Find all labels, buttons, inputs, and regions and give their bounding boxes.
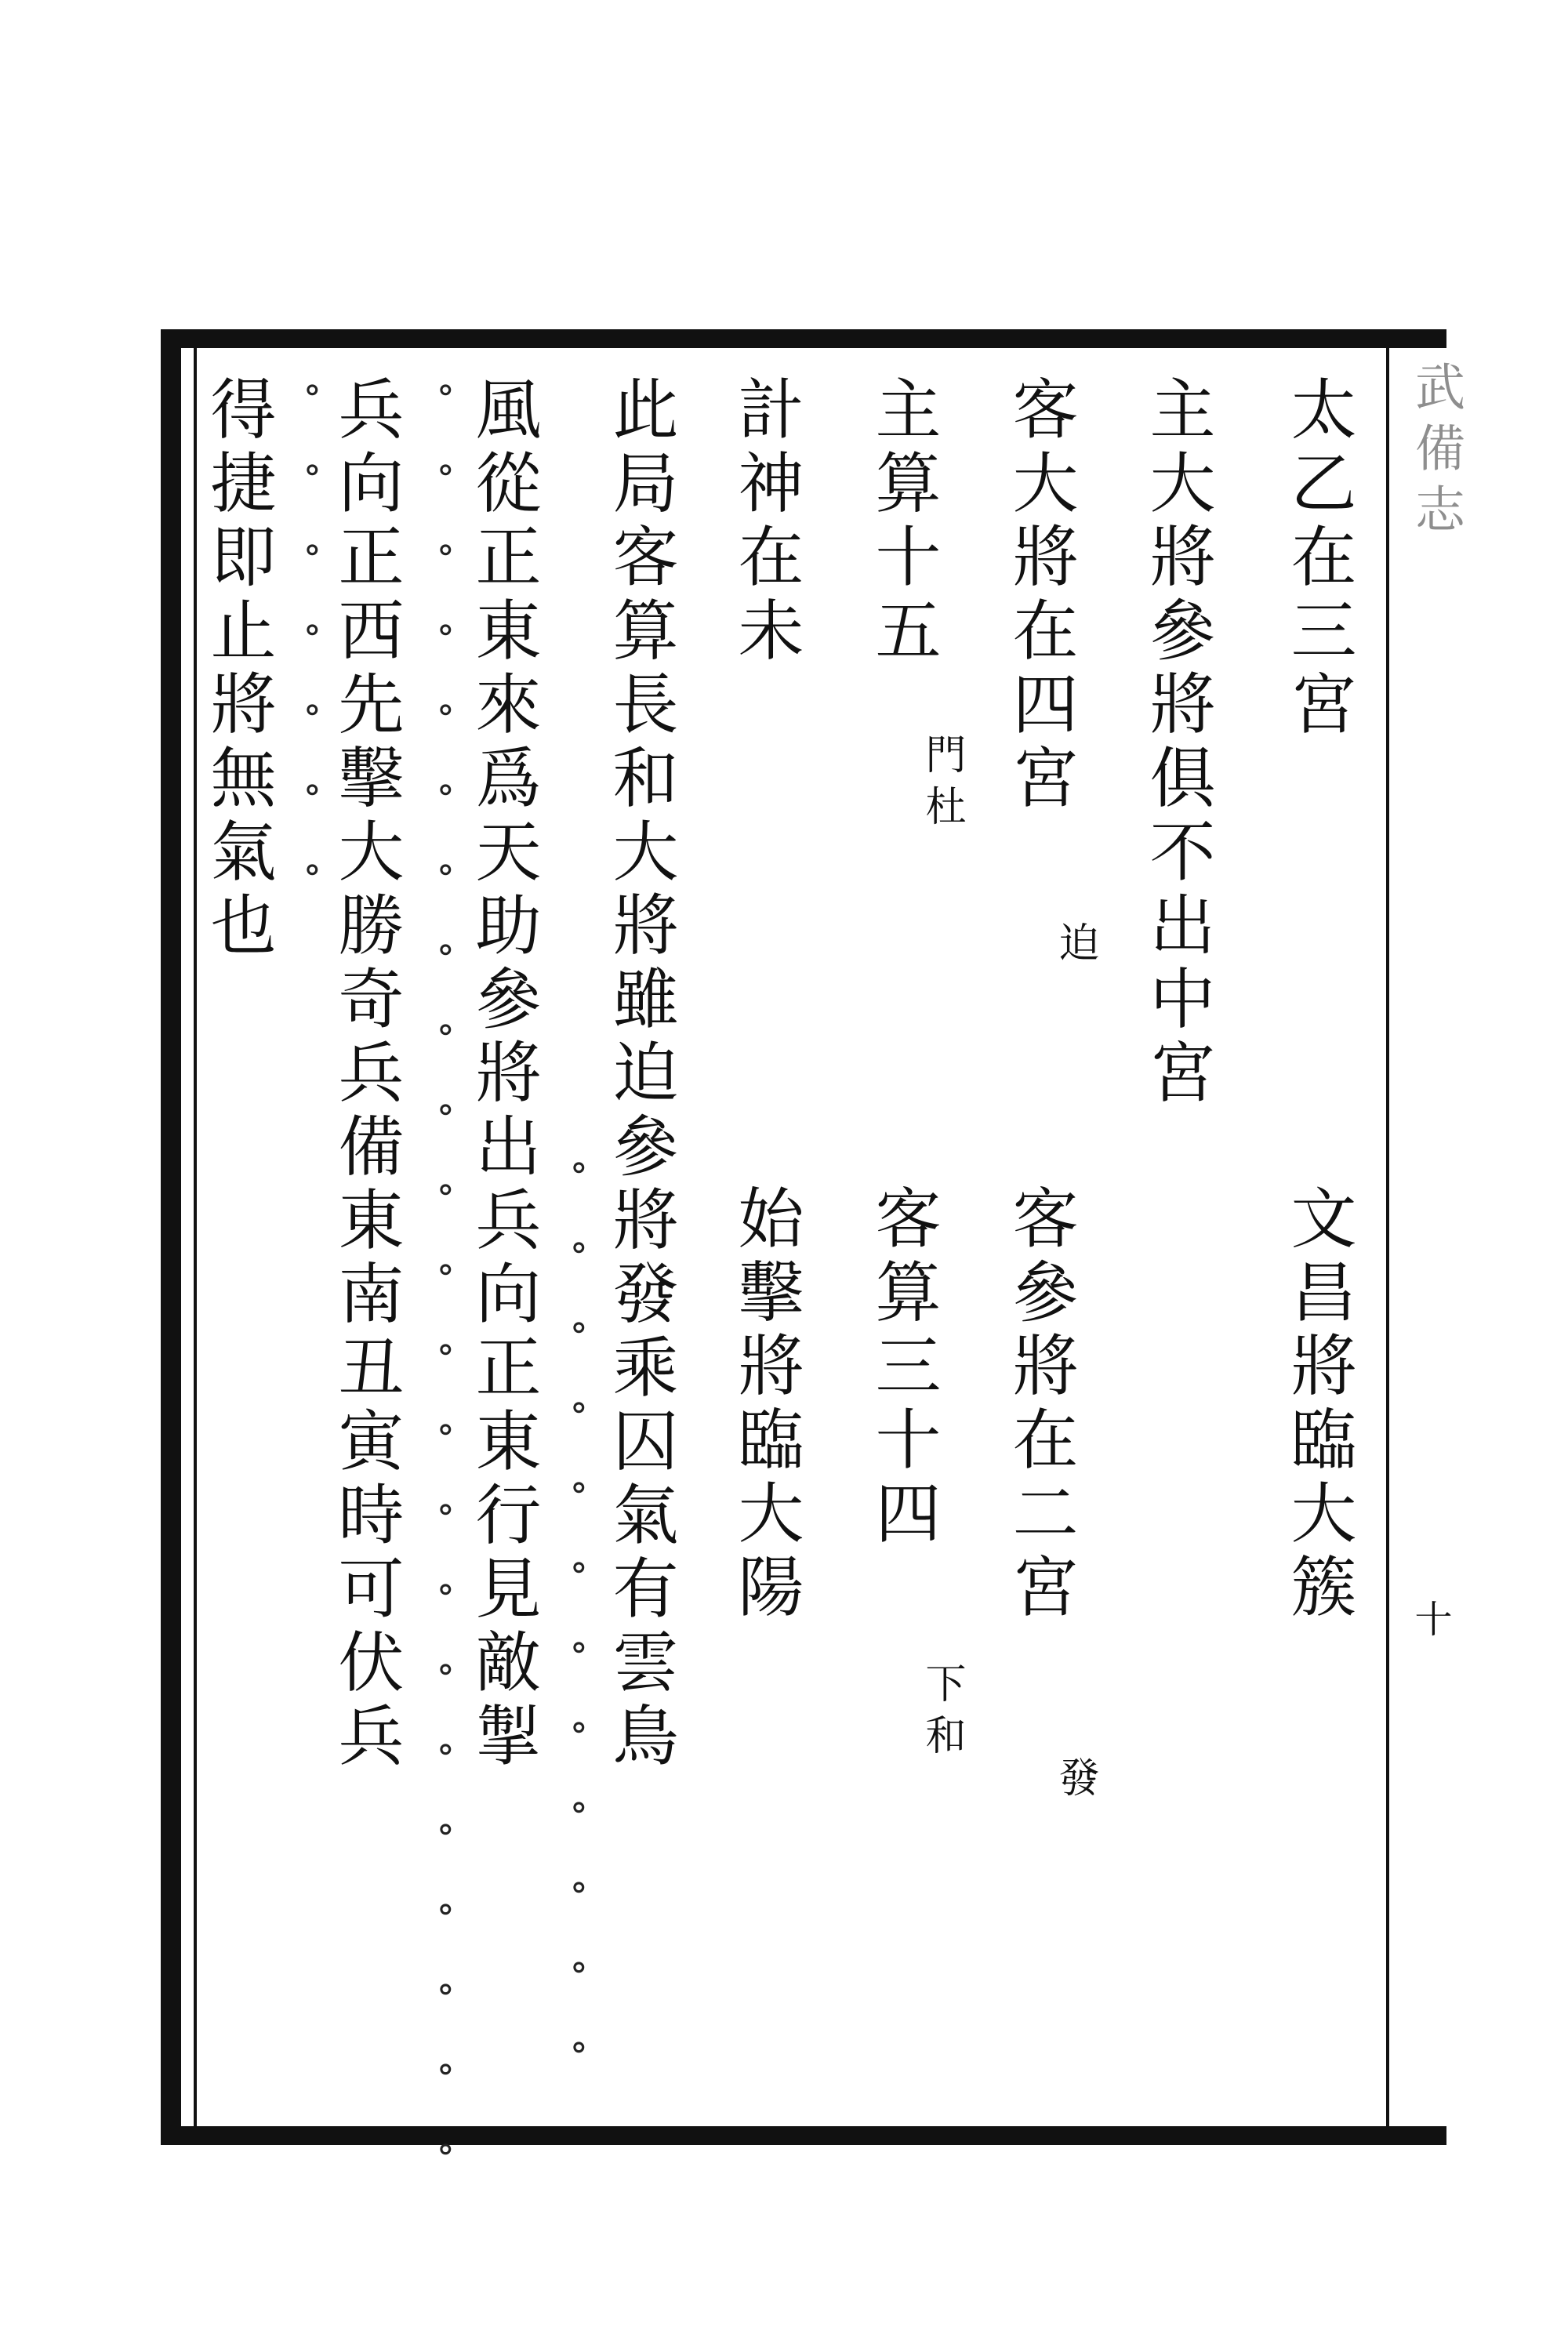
column-2: 主大將參將俱不出中宮 bbox=[1139, 375, 1216, 1112]
center-margin-rule bbox=[1386, 348, 1389, 2126]
column-6: 此局客算長和大將雖迫參將發乘囚氣有雲鳥 bbox=[602, 375, 679, 1775]
column-5-bottom: 始擊將臨大陽 bbox=[728, 1184, 804, 1626]
column-1-bottom: 文昌將臨大簇 bbox=[1280, 1184, 1357, 1626]
column-3-top: 客大將在四宮 bbox=[1002, 375, 1079, 817]
column-3-bottom-note: 發 bbox=[1051, 1756, 1098, 1808]
column-1-top: 太乙在三宮 bbox=[1280, 375, 1357, 743]
frame-top-rule bbox=[161, 329, 1446, 348]
column-4-bottom-note: 下和 bbox=[918, 1662, 965, 1766]
folio-number: 十 bbox=[1408, 1599, 1452, 1637]
column-4-top: 主算十五 bbox=[865, 375, 942, 670]
column-4-bottom: 客算三十四 bbox=[865, 1184, 942, 1552]
column-4-top-note: 門杜 bbox=[918, 733, 965, 837]
running-title: 武備志 bbox=[1406, 361, 1465, 544]
frame-left-rule bbox=[161, 329, 181, 2145]
frame-bottom-rule bbox=[161, 2126, 1446, 2145]
column-7: 風從正東來爲天助參將出兵向正東行見敵掣 bbox=[465, 375, 542, 1775]
column-7-emphasis-marks: ᐤᐤᐤᐤᐤᐤᐤᐤᐤᐤᐤᐤᐤᐤᐤᐤᐤᐤᐤᐤᐤᐤᐤ bbox=[422, 375, 469, 2214]
column-3-bottom: 客參將在二宮 bbox=[1002, 1184, 1079, 1626]
column-3-top-note: 迫 bbox=[1051, 921, 1098, 973]
column-5-top: 計神在未 bbox=[728, 375, 804, 670]
column-6-emphasis-marks: ᐤᐤᐤᐤᐤᐤᐤᐤᐤᐤᐤᐤ bbox=[555, 1152, 602, 2112]
column-8: 兵向正西先擊大勝奇兵備東南丑寅時可伏兵 bbox=[328, 375, 405, 1775]
column-9: 得捷即止將無氣也 bbox=[200, 375, 277, 964]
frame-left-inner-rule bbox=[194, 348, 197, 2126]
column-8-emphasis-marks: ᐤᐤᐤᐤᐤᐤᐤ bbox=[289, 375, 336, 935]
